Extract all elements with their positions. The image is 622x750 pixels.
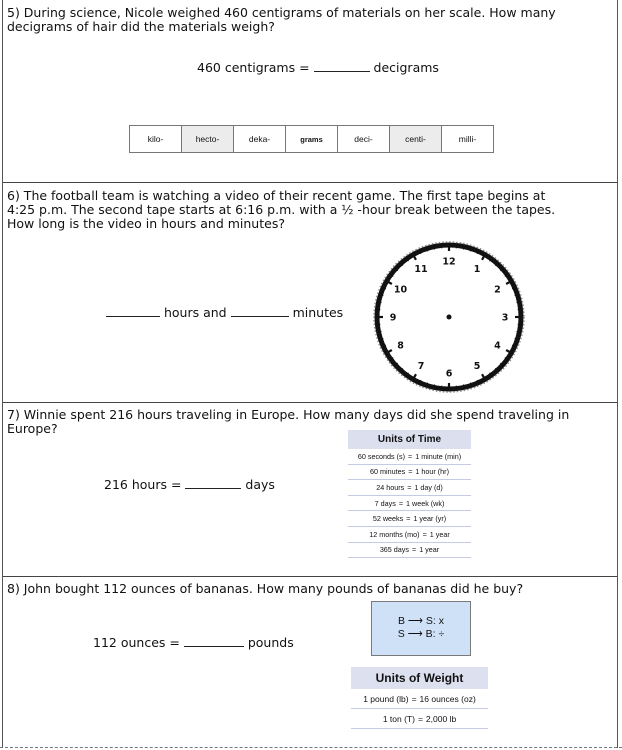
- clock-number: 11: [414, 264, 428, 276]
- clock-center: [447, 315, 452, 320]
- clock-number: 4: [494, 340, 501, 352]
- prefix-cell: grams: [286, 126, 338, 153]
- unit-row-cell: [351, 689, 488, 709]
- unit-row: [348, 542, 471, 558]
- unit-row-cell: [348, 526, 471, 542]
- clock-tick: [516, 302, 519, 303]
- unit-row-cell: [348, 542, 471, 558]
- q7-rhs: days: [245, 477, 275, 492]
- clock-number: 12: [442, 256, 456, 268]
- q8-lhs: 112 ounces =: [93, 635, 180, 650]
- divider: [3, 182, 617, 183]
- divider: [3, 576, 617, 577]
- clock-tick: [379, 302, 382, 303]
- q6-minutes-blank[interactable]: [231, 306, 289, 317]
- prefix-cell: deci-: [338, 126, 390, 153]
- clock-number: 3: [501, 312, 509, 324]
- unit-right: 16 ounces (oz): [419, 693, 476, 704]
- units-of-time-table: [348, 430, 471, 558]
- clock-number: 10: [393, 284, 408, 296]
- unit-left: 1 ton (T): [382, 713, 415, 724]
- unit-row: [348, 449, 471, 464]
- unit-row-cell: [348, 464, 471, 480]
- units-of-time-title: Units of Time: [348, 430, 471, 449]
- clock-number: 2: [494, 284, 501, 296]
- equals-sign: =: [422, 529, 427, 539]
- unit-left: 7 days: [374, 498, 396, 508]
- unit-left: 52 weeks: [372, 514, 404, 524]
- unit-row: [348, 526, 471, 542]
- clock-number: 9: [389, 312, 397, 324]
- clock-number: 1: [473, 264, 481, 276]
- page-bottom-border: [0, 747, 622, 748]
- prefix-cell: deka-: [234, 126, 286, 153]
- question-7-text: 7) Winnie spent 216 hours traveling in Europe. How many days did she spend traveling in Europe?: [7, 407, 570, 436]
- unit-row-cell: [348, 449, 471, 464]
- prefix-cell: centi-: [390, 126, 442, 153]
- equals-sign: =: [406, 514, 411, 524]
- prefix-cell: hecto-: [182, 126, 234, 153]
- q5-rhs: decigrams: [373, 60, 439, 75]
- unit-row: [348, 511, 471, 527]
- clock-tick: [463, 384, 464, 387]
- equals-sign: =: [408, 451, 413, 461]
- clock-number: 8: [397, 340, 404, 352]
- prefix-cell: milli-: [442, 126, 494, 153]
- question-7-equation: [104, 477, 275, 492]
- unit-left: 365 days: [379, 545, 409, 555]
- clock-tick: [434, 384, 435, 387]
- unit-right: 1 hour (hr): [415, 467, 449, 477]
- unit-left: 60 minutes: [370, 467, 406, 477]
- equals-sign: =: [398, 498, 404, 508]
- units-of-weight-table: [351, 667, 488, 729]
- q7-lhs: 216 hours =: [104, 477, 182, 492]
- unit-right: 1 year: [429, 529, 450, 539]
- clock-number: 6: [445, 368, 453, 380]
- unit-left: 60 seconds (s): [357, 451, 405, 461]
- unit-row: [348, 464, 471, 480]
- unit-row-cell: [348, 511, 471, 527]
- unit-row-cell: [348, 495, 471, 511]
- q6-hours-label: hours and: [163, 305, 227, 320]
- rule-small-to-big: S ⟶ B: ÷: [397, 628, 445, 640]
- question-5-equation: [197, 60, 439, 75]
- units-of-weight-title: Units of Weight: [351, 667, 488, 689]
- q5-answer-blank[interactable]: [314, 61, 370, 72]
- clock-face: [373, 241, 525, 393]
- unit-left: 24 hours: [376, 482, 405, 492]
- equals-sign: =: [408, 467, 413, 477]
- clock-tick: [434, 247, 435, 250]
- q7-answer-blank[interactable]: [185, 478, 241, 489]
- prefix-cell: kilo-: [130, 126, 182, 153]
- question-6-answer: [106, 305, 343, 320]
- unit-row-cell: [351, 709, 488, 729]
- unit-right: 1 year (yr): [413, 514, 447, 524]
- clock-tick: [463, 247, 464, 250]
- clock-tick: [516, 331, 519, 332]
- q5-lhs: 460 centigrams =: [197, 60, 310, 75]
- clock-tick: [379, 331, 382, 332]
- q8-answer-blank[interactable]: [184, 636, 244, 647]
- q6-minutes-label: minutes: [292, 305, 344, 320]
- equals-sign: =: [411, 693, 417, 704]
- equals-sign: =: [407, 482, 412, 492]
- unit-row: [348, 480, 471, 496]
- unit-row: [348, 495, 471, 511]
- equals-sign: =: [411, 545, 417, 555]
- metric-prefix-table: [129, 125, 494, 153]
- q8-rhs: pounds: [247, 635, 294, 650]
- unit-right: 1 year: [419, 545, 440, 555]
- clock-number: 7: [417, 360, 425, 372]
- conversion-rule-box: [371, 601, 471, 656]
- unit-right: 1 day (d): [414, 482, 443, 492]
- unit-left: 1 pound (lb): [363, 693, 409, 704]
- unit-row-cell: [348, 480, 471, 496]
- question-5-text: 5) During science, Nicole weighed 460 centigrams of materials on her scale. How many decigrams of hair did the materials weigh?: [7, 5, 556, 34]
- unit-left: 12 months (mo): [369, 529, 420, 539]
- question-6-text: 6) The football team is watching a video of their recent game. The first tape begins at 4:25 p.m. The second tape starts at 6:16 p.m. with a ½ -hour break between the tapes. How long is the video in hours and minutes?: [7, 188, 556, 231]
- unit-right: 1 minute (min): [415, 451, 462, 461]
- question-8-text: 8) John bought 112 ounces of bananas. How many pounds of bananas did he buy?: [7, 581, 524, 596]
- question-8-equation: [93, 635, 294, 650]
- unit-row: [351, 689, 488, 709]
- clock-number: 5: [473, 360, 481, 372]
- divider: [3, 402, 617, 403]
- equals-sign: =: [417, 713, 423, 724]
- unit-right: 1 week (wk): [406, 498, 445, 508]
- unit-right: 2,000 lb: [425, 713, 457, 724]
- unit-row: [351, 709, 488, 729]
- q6-hours-blank[interactable]: [106, 306, 160, 317]
- rule-big-to-small: B ⟶ S: x: [398, 615, 444, 627]
